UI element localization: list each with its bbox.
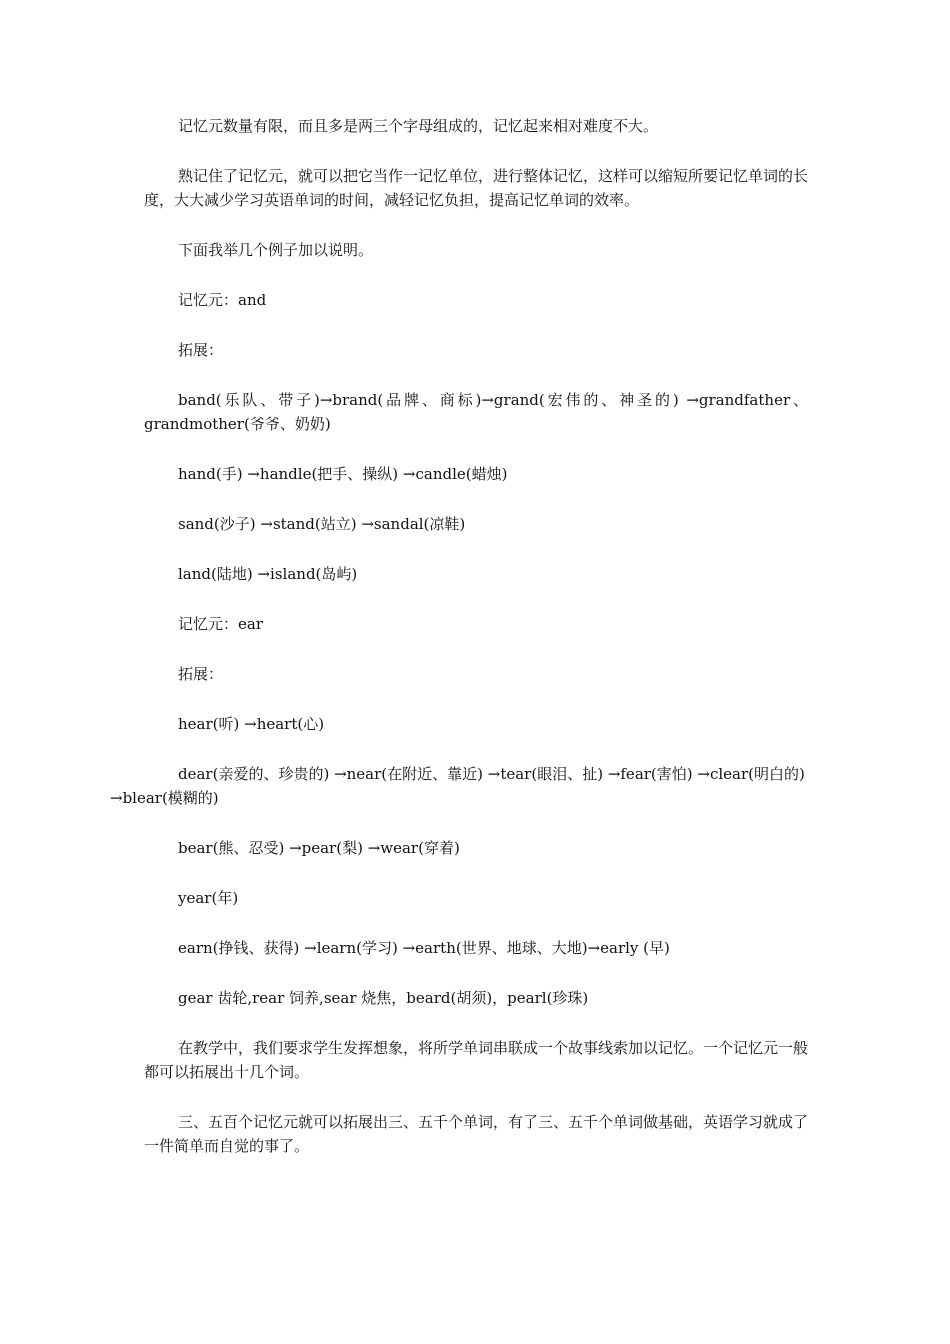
word-list-gear: gear 齿轮,rear 饲养,sear 烧焦，beard(胡须)，pearl(珍珠) <box>178 989 589 1007</box>
expansion-label-ear: 拓展： <box>178 665 224 683</box>
word-chain-dear-continuation: →blear(模糊的) <box>110 789 219 807</box>
paragraph-conclusion: 三、五百个记忆元就可以拓展出三、五千个单词，有了三、五千个单词做基础，英语学习就成了一件简单而自觉的事了。 <box>144 1113 809 1155</box>
word-chain-year: year(年) <box>178 889 239 907</box>
memory-unit-and-heading: 记忆元：and <box>178 291 267 309</box>
word-chain-hear: hear(听) →heart(心) <box>178 715 325 733</box>
paragraph-examples-intro: 下面我举几个例子加以说明。 <box>178 241 374 259</box>
word-chain-band: band(乐队、带子)→brand(品牌、商标)→grand(宏伟的、神圣的) →grandfather、grandmother(爷爷、奶奶) <box>144 391 808 433</box>
word-chain-hand: hand(手) →handle(把手、操纵) →candle(蜡烛) <box>178 465 508 483</box>
document-body <box>110 114 809 1184</box>
word-chain-sand: sand(沙子) →stand(站立) →sandal(凉鞋) <box>178 515 466 533</box>
expansion-label-and: 拓展： <box>178 341 224 359</box>
paragraph-memory-unit: 熟记住了记忆元，就可以把它当作一记忆单位，进行整体记忆，这样可以缩短所要记忆单词的长度，大大减少学习英语单词的时间，减轻记忆负担，提高记忆单词的效率。 <box>144 167 809 209</box>
memory-unit-ear-heading: 记忆元：ear <box>178 615 263 633</box>
paragraph-intro: 记忆元数量有限，而且多是两三个字母组成的，记忆起来相对难度不大。 <box>178 117 659 135</box>
word-chain-bear: bear(熊、忍受) →pear(梨) →wear(穿着) <box>178 839 460 857</box>
word-chain-dear <box>110 762 808 810</box>
word-chain-land: land(陆地) →island(岛屿) <box>178 565 358 583</box>
word-chain-dear-main: dear(亲爱的、珍贵的) →near(在附近、靠近) →tear(眼泪、扯) →fear(害怕) →clear(明白的) <box>178 765 805 783</box>
paragraph-teaching: 在教学中，我们要求学生发挥想象，将所学单词串联成一个故事线索加以记忆。一个记忆元一般都可以拓展出十几个词。 <box>144 1039 809 1081</box>
word-chain-earn: earn(挣钱、获得) →learn(学习) →earth(世界、地球、大地)→early (早) <box>178 939 670 957</box>
